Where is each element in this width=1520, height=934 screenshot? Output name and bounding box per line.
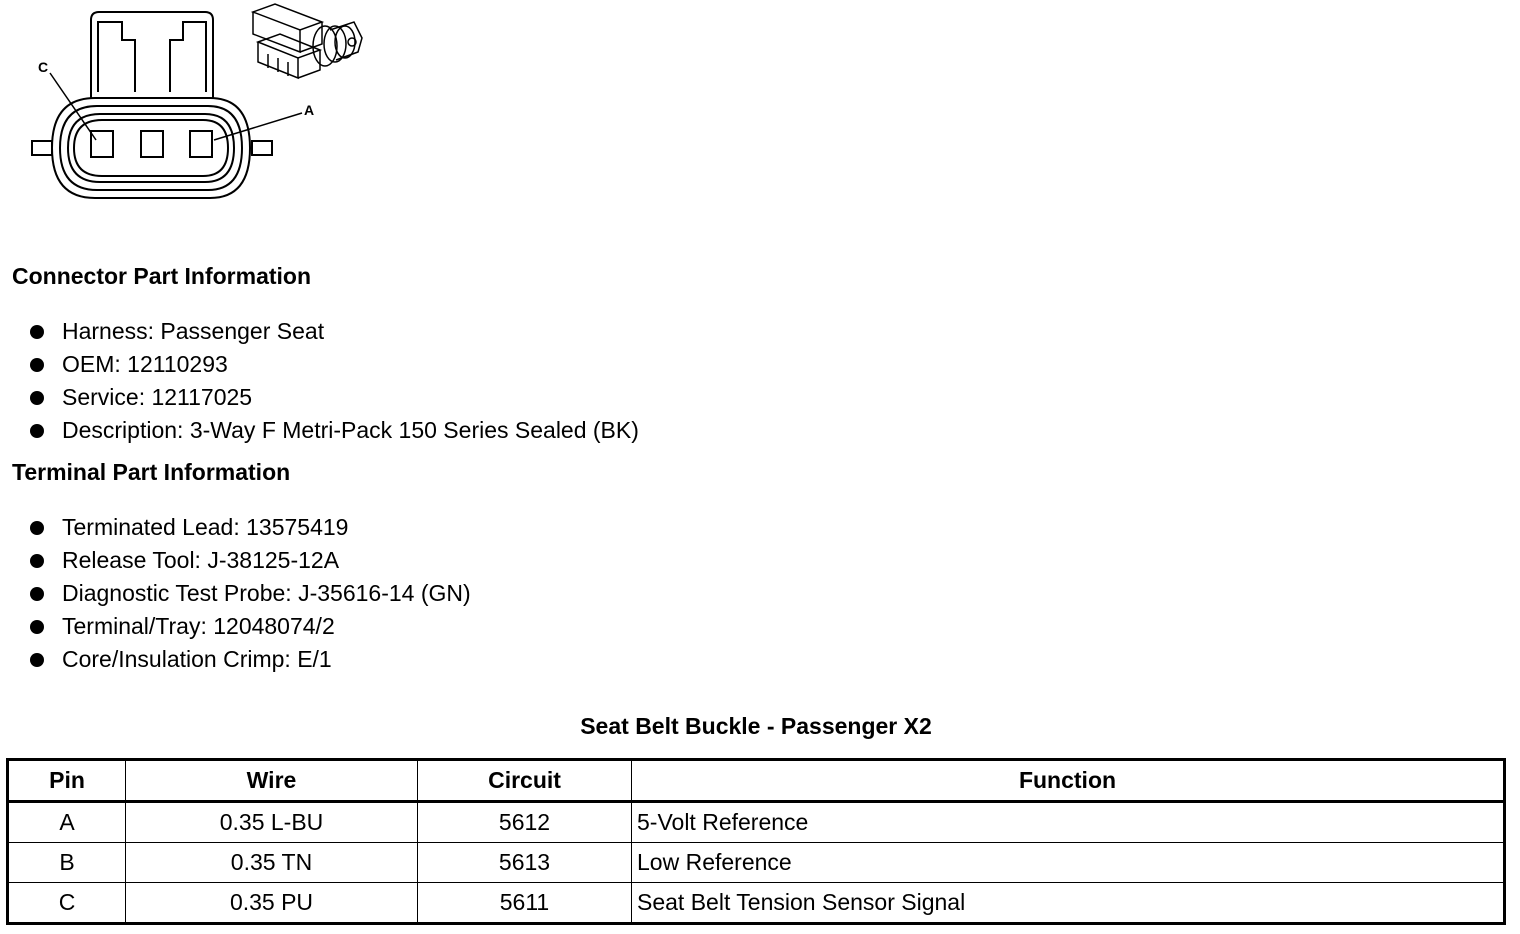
pin-table — [6, 758, 1506, 925]
table-row — [8, 883, 1505, 924]
list-item-text: Terminated Lead: 13575419 — [62, 514, 349, 540]
bullet-icon — [30, 620, 44, 634]
list-item — [28, 643, 471, 676]
list-item — [28, 577, 471, 610]
list-item-text: Diagnostic Test Probe: J-35616-14 (GN) — [62, 580, 471, 606]
cell-function: 5-Volt Reference — [632, 802, 1505, 843]
bullet-icon — [30, 391, 44, 405]
table-row — [8, 843, 1505, 883]
cell-wire: 0.35 TN — [126, 843, 418, 883]
bullet-icon — [30, 521, 44, 535]
cell-circuit: 5611 — [418, 883, 632, 924]
list-item — [28, 610, 471, 643]
cell-pin: B — [8, 843, 126, 883]
terminal-part-list — [28, 511, 471, 676]
cell-circuit: 5612 — [418, 802, 632, 843]
header-pin: Pin — [8, 760, 126, 802]
header-circuit: Circuit — [418, 760, 632, 802]
list-item-text: Release Tool: J-38125-12A — [62, 547, 340, 573]
bullet-icon — [30, 653, 44, 667]
list-item — [28, 381, 639, 414]
list-item — [28, 315, 639, 348]
cell-wire: 0.35 L-BU — [126, 802, 418, 843]
cell-function: Low Reference — [632, 843, 1505, 883]
list-item — [28, 511, 471, 544]
connector-part-heading: Connector Part Information — [12, 263, 312, 289]
list-item-text: Service: 12117025 — [62, 384, 253, 410]
list-item — [28, 348, 639, 381]
connector-iso-sketch — [253, 4, 362, 78]
table-row — [8, 802, 1505, 843]
bullet-icon — [30, 587, 44, 601]
connector-part-list — [28, 315, 639, 447]
list-item — [28, 544, 471, 577]
header-wire: Wire — [126, 760, 418, 802]
list-item-text: Description: 3-Way F Metri-Pack 150 Series Sealed (BK) — [62, 417, 639, 443]
bullet-icon — [30, 325, 44, 339]
cell-circuit: 5613 — [418, 843, 632, 883]
label-c: C — [38, 59, 49, 75]
list-item-text: Core/Insulation Crimp: E/1 — [62, 646, 332, 672]
bullet-icon — [30, 424, 44, 438]
cell-wire: 0.35 PU — [126, 883, 418, 924]
list-item-text: OEM: 12110293 — [62, 351, 228, 377]
list-item-text: Harness: Passenger Seat — [62, 318, 325, 344]
connector-diagram — [0, 0, 380, 215]
table-header-row — [8, 760, 1505, 802]
label-a: A — [304, 102, 315, 118]
cell-pin: C — [8, 883, 126, 924]
terminal-part-heading: Terminal Part Information — [12, 459, 291, 485]
cell-function: Seat Belt Tension Sensor Signal — [632, 883, 1505, 924]
cell-pin: A — [8, 802, 126, 843]
list-item-text: Terminal/Tray: 12048074/2 — [62, 613, 335, 639]
table-title: Seat Belt Buckle - Passenger X2 — [580, 713, 932, 739]
bullet-icon — [30, 358, 44, 372]
bullet-icon — [30, 554, 44, 568]
list-item — [28, 414, 639, 447]
header-function: Function — [632, 760, 1505, 802]
